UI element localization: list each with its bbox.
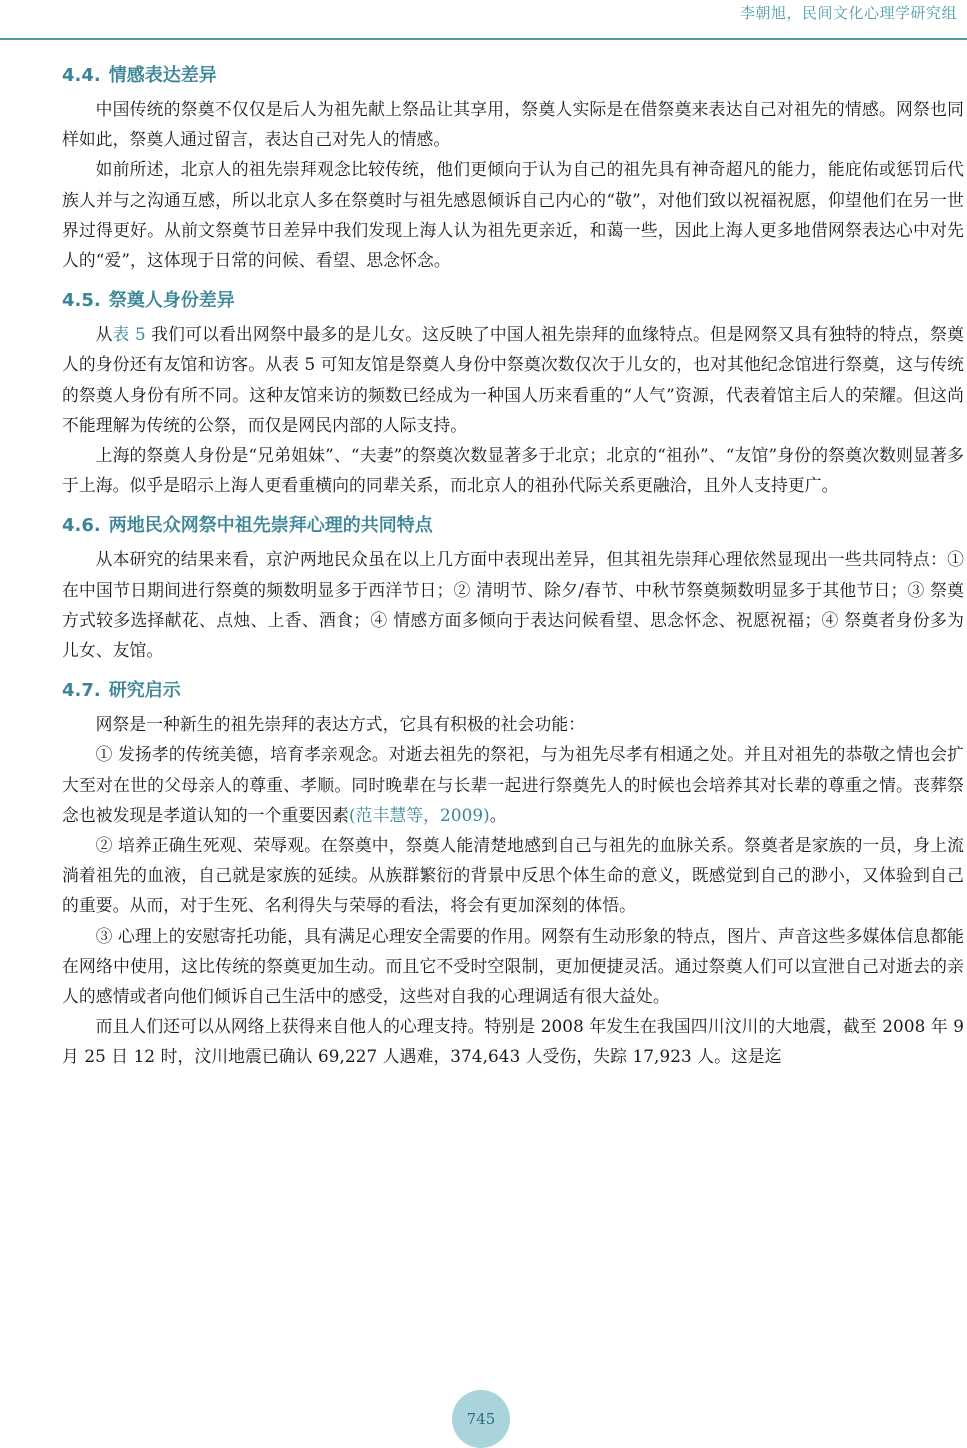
section-number: 4.7. [62,680,101,702]
paragraph: ③ 心理上的安慰寄托功能，具有满足心理安全需要的作用。网祭有生动形象的特点，图片、声音这些多媒体信息都能在网络中使用，这比传统的祭奠更加生动。而且它不受时空限制，更加便捷灵活。通过祭奠人们可以宣泄自己对逝去的亲人的感情或者向他们倾诉自己生活中的感受，这些对自我的心理调适有很大益处。 [62,925,964,1007]
section-heading-4-5 [62,283,964,319]
paragraph: ② 培养正确生死观、荣辱观。在祭奠中，祭奠人能清楚地感到自己与祖先的血脉关系。祭奠者是家族的一员，身上流淌着祖先的血液，自己就是家族的延续。从族群繁衍的背景中反思个体生命的意义，既感觉到自己的渺小，又体验到自己的重要。从而，对于生死、名利得失与荣辱的看法，将会有更加深刻的体悟。 [62,835,964,916]
section-heading-4-4 [62,58,964,94]
table-5-link[interactable]: 表 5 [112,324,146,345]
text-run: 从 [95,324,113,345]
citation-link[interactable]: (范丰慧等，2009) [348,804,490,825]
section-title: 情感表达差异 [108,65,217,86]
paragraph: 中国传统的祭奠不仅仅是后人为祖先献上祭品让其享用，祭奠人实际是在借祭奠来表达自己对祖先的情感。网祭也同样如此，祭奠人通过留言，表达自己对先人的情感。 [62,99,964,150]
section-heading-4-7 [62,673,964,709]
paragraph [62,319,964,440]
section-title: 两地民众网祭中祖先崇拜心理的共同特点 [108,515,433,537]
paragraph: 上海的祭奠人身份是“兄弟姐妹”、“夫妻”的祭奠次数显著多于北京；北京的“祖孙”、“友馆”身份的祭奠次数则显著多于上海。似乎是昭示上海人更看重横向的同辈关系，而北京人的祖孙代际关系更融洽，且外人支持更广。 [62,445,964,496]
section-title: 祭奠人身份差异 [108,290,235,312]
running-title: 李朝旭，民间文化心理学研究组 [739,4,957,22]
paragraph: 如前所述，北京人的祖先崇拜观念比较传统，他们更倾向于认为自己的祖先具有神奇超凡的能力，能庇佑或惩罚后代族人并与之沟通互感，所以北京人多在祭奠时与祖先感恩倾诉自己内心的“敬”，对他们致以祝福祝愿，仰望他们在另一世界过得更好。从前文祭奠节日差异中我们发现上海人认为祖先更亲近，和蔼一些，因此上海人更多地借网祭表达心中对先人的“爱”，这体现于日常的问候、看望、思念怀念。 [62,159,964,271]
text-run: ① 发扬孝的传统美德，培育孝亲观念。对逝去祖先的祭祀，与为祖先尽孝有相通之处。并且对祖先的恭敬之情也会扩大至对在世的父母亲人的尊重、孝顺。同时晚辈在与长辈一起进行祭奠先人的时候也会培养其对长辈的尊重之情。丧葬祭念也被发现是孝道认知的一个重要因素 [62,744,964,825]
section-heading-4-6 [62,508,964,544]
page-number-badge [452,1390,510,1448]
paragraph [62,739,964,830]
section-title: 研究启示 [108,680,181,702]
text-run: 。 [489,804,507,825]
section-number: 4.4. [62,65,101,86]
section-number: 4.6. [62,515,101,537]
text-run: 我们可以看出网祭中最多的是儿女。这反映了中国人祖先崇拜的血缘特点。但是网祭又具有独特的特点，祭奠人的身份还有友馆和访客。从表 5 可知友馆是祭奠人身份中祭奠次数仅次于儿女的，也对其他纪念馆进行祭奠，这与传统的祭奠人身份有所不同。这种友馆来访的频数已经成为一种国人历来看重的“人气”资源，代表着馆主后人的荣耀。但这尚不能理解为传统的公祭，而仅是网民内部的人际支持。 [62,324,964,435]
header-rule [0,38,967,40]
section-number: 4.5. [62,290,101,312]
paragraph: 网祭是一种新生的祖先崇拜的表达方式，它具有积极的社会功能： [95,714,586,735]
running-header [0,0,967,40]
page-number: 745 [466,1410,496,1428]
paragraph: 而且人们还可以从网络上获得来自他人的心理支持。特别是 2008 年发生在我国四川汶川的大地震，截至 2008 年 9 月 25 日 12 时，汶川地震已确认 69,227 人遇难，374,643 人受伤，失踪 17,923 人。这是迄 [62,1016,964,1067]
article-body [62,58,964,1072]
paragraph: 从本研究的结果来看，京沪两地民众虽在以上几方面中表现出差异，但其祖先崇拜心理依然显现出一些共同特点：① 在中国节日期间进行祭奠的频数明显多于西洋节日；② 清明节、除夕/春节、中秋节祭奠频数明显多于其他节日；③ 祭奠方式较多选择献花、点烛、上香、酒食；④ 情感方面多倾向于表达问候看望、思念怀念、祝愿祝福；④ 祭奠者身份多为儿女、友馆。 [62,549,964,661]
